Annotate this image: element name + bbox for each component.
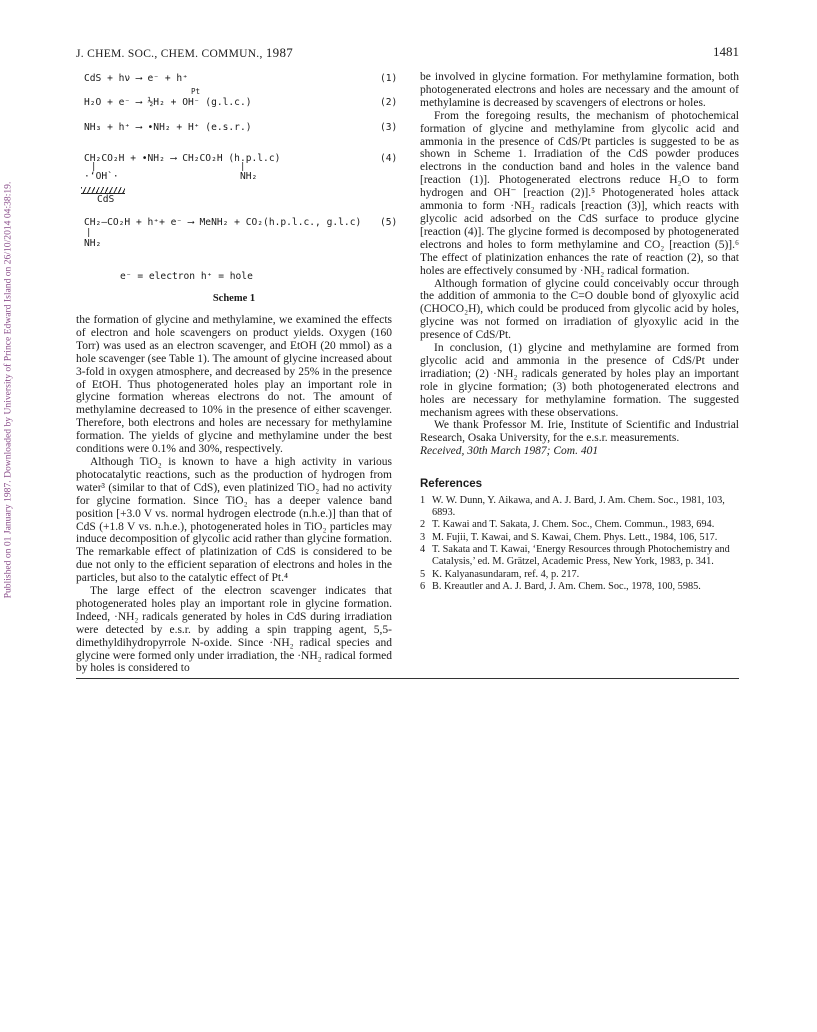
journal-year: 1987 <box>265 45 294 60</box>
reference-item: 4 T. Sakata and T. Kawai, ‘Energy Resources through Photochemistry and Catalysis,’ ed. M. Grätzel, Academic Press, New York, 1983, p. 341. <box>420 544 730 568</box>
paragraph: Although TiO₂ is known to have a high activity in various photocatalytic reactions, such as the production of hydrogen from water³ (similar to that of CdS), even platinized TiO₂ had no activity for glycine formation. Since TiO₂ has a deeper valence band position [+3.0 V vs. normal hydrogen electrode (n.h.e.)] than that of CdS (+1.8 V vs. n.h.e.), photogenerated holes in TiO₂ particles may induce decomposition of glycolic acid rather than glycine formation. The remarkable effect of platinization of CdS is considered to be due not only to the efficient separation of electrons and holes in the particles, but also to the catalytic effect of Pt.⁴ <box>76 455 392 585</box>
reference-item: 5 K. Kalyanasundaram, ref. 4, p. 217. <box>420 568 580 580</box>
cds-surface-label: CdS <box>97 194 115 205</box>
bond-line-reactant: | <box>86 228 92 238</box>
paragraph: The large effect of the electron scavenger indicates that photogenerated holes play an important role in glycine formation. Indeed, ·NH₂ radicals generated by holes in CdS during irradiation were detected by e.s.r. by adding a spin trapping agent, 5,5-dimethyldihydropyrrole N-oxide. Since ·NH₂ radical species and glycine were formed only under irradiation, the ·NH₂ radical formed by holes is considered to <box>76 585 392 675</box>
received-date: Received, 30th March 1987; Com. 401 <box>420 445 599 458</box>
reaction-1-number: (1) <box>380 73 398 84</box>
paragraph: We thank Professor M. Irie, Institute of Scientific and Industrial Research, Osaka University, for the e.s.r. measurements. <box>420 419 739 445</box>
reaction-4: CH₂CO₂H + •NH₂ ⟶ CH₂CO₂H (h.p.l.c) <box>84 153 281 164</box>
reaction-5: CH₂—CO₂H + h⁺+ e⁻ ⟶ MeNH₂ + CO₂(h.p.l.c., g.l.c) <box>84 217 362 228</box>
bond-line: | <box>91 162 97 172</box>
right-column <box>420 71 739 594</box>
page-number: 1481 <box>713 44 739 59</box>
download-notice: Published on 01 January 1987. Downloaded by University of Prince Edward Island on 26/10/2014 04:38:19. <box>2 181 14 599</box>
bottom-rule <box>76 678 739 679</box>
reference-item: 3 M. Fujii, T. Kawai, and S. Kawai, Chem. Phys. Lett., 1984, 106, 517. <box>420 531 718 543</box>
reaction-3: NH₃ + h⁺ ⟶ •NH₂ + H⁺ (e.s.r.) <box>84 122 252 133</box>
reaction-2: H₂O + e⁻ ⟶ ½H₂ + OH⁻ (g.l.c.) <box>84 97 252 108</box>
cds-surface-hatch <box>81 187 125 194</box>
hydroxyl-label: ·‘OH`· <box>84 171 119 182</box>
reference-list <box>420 495 739 593</box>
glycine-amine-group: NH₂ <box>240 171 258 182</box>
reaction-1: CdS + hν ⟶ e⁻ + h⁺ <box>84 73 188 84</box>
reaction-2-number: (2) <box>380 97 398 108</box>
bond-line-product: | <box>240 162 246 172</box>
reference-item: 1 W. W. Dunn, Y. Aikawa, and A. J. Bard, J. Am. Chem. Soc., 1981, 103, 6893. <box>420 495 725 518</box>
paragraph: the formation of glycine and methylamine, we examined the effects of electron and hole scavengers on product yields. Oxygen (160 Torr) was used as an electron scavenger, and EtOH (20 mmol) as a hole scavenger (see Table 1). The amount of glycine increased about 3-fold in oxygen atmosphere, and decreased by 25% in the presence of EtOH. Thus photogenerated holes play an important role in glycine formation whereas electrons do not. The amount of methylamine decreased to 10% in the presence of either scavenger. Therefore, both electrons and holes are necessary for methylamine formation. The yields of glycine and methylamine under the best conditions were 0.1% and 30%, respectively. <box>76 314 392 456</box>
page-header <box>76 45 739 61</box>
paragraph: Although formation of glycine could conceivably occur through the addition of ammonia to the C=O double bond of glyoxylic acid (CHOCO₂H), which could be produced from glycolic acid by holes, glycine was not formed on irradiation of glyoxylic acid in the presence of CdS/Pt. <box>420 277 739 342</box>
reaction-4-number: (4) <box>380 153 398 164</box>
paragraph: In conclusion, (1) glycine and methylamine are formed from glycolic acid and ammonia in the presence of CdS/Pt under irradiation; (2) ·NH₂ radicals generated by holes play an important role in glycine formation; (3) both photogenerated electrons and holes are necessary for methylamine formation. The suggested mechanism agrees with these observations. <box>420 342 739 419</box>
reaction-5-number: (5) <box>380 217 398 228</box>
scheme-caption: Scheme 1 <box>212 293 256 304</box>
scheme-legend: e⁻ = electron h⁺ = hole <box>120 271 253 282</box>
journal-name: J. CHEM. SOC., CHEM. COMMUN., <box>76 48 266 60</box>
reactant-amine-group: NH₂ <box>84 238 102 249</box>
pt-catalyst-label: Pt <box>191 87 201 96</box>
paragraph: From the foregoing results, the mechanism of photochemical formation of glycine and methylamine from glycolic acid and ammonia in the presence of CdS/Pt particles is suggested to be as shown in Scheme 1. Irradiation of the CdS powder produces electrons in the conduction band and holes in the valence band [reaction (1)]. Photogenerated electrons reduce H₂O to form hydrogen and OH⁻ [reaction (2)].⁵ Photogenerated holes attack ammonia to form ·NH₂ radicals [reaction (3)], which reacts with glycolic acid adsorbed on the CdS surface to produce glycine [reaction (4)]. The glycine formed is decomposed by photogenerated electrons and holes to form methylamine and CO₂ [reaction (5)].⁶ The effect of platinization enhances the rate of reaction (2), so that holes are effectively consumed by ·NH₂ radical formation. <box>420 109 739 277</box>
reference-item: 2 T. Kawai and T. Sakata, J. Chem. Soc., Chem. Commun., 1983, 694. <box>420 519 715 531</box>
left-column <box>76 314 392 675</box>
journal-header <box>76 45 293 61</box>
references-heading: References <box>420 478 483 491</box>
paragraph: be involved in glycine formation. For methylamine formation, both photogenerated electrons and holes are necessary and the amount of methylamine is decreased by scavengers of electrons or holes. <box>420 71 739 109</box>
download-watermark <box>0 110 18 670</box>
reference-item: 6 B. Kreautler and A. J. Bard, J. Am. Chem. Soc., 1978, 100, 5985. <box>420 581 701 593</box>
reaction-3-number: (3) <box>380 122 398 133</box>
